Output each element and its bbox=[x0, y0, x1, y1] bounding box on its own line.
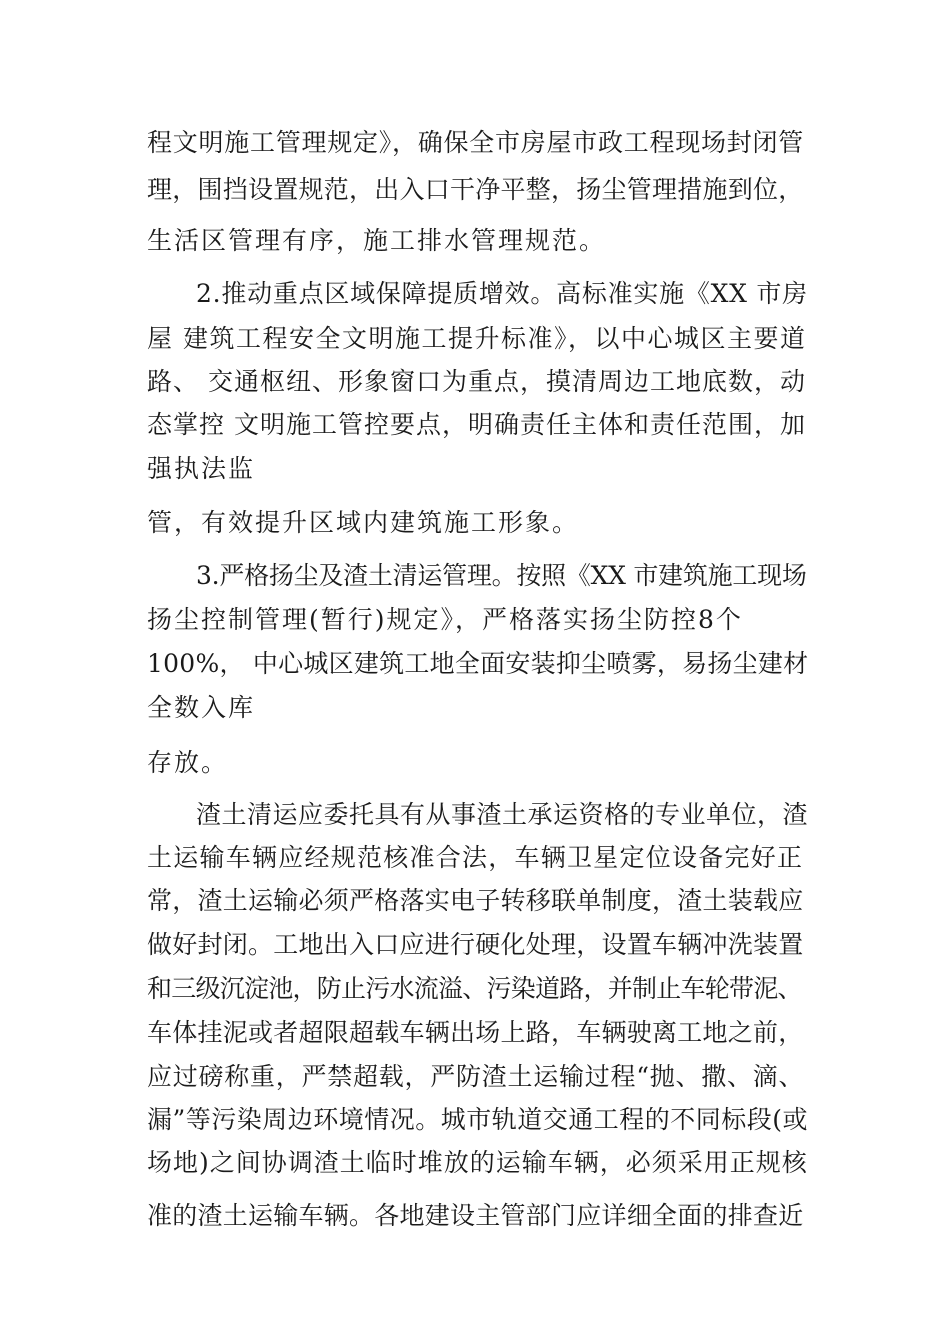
paragraph-line: 场地)之间协调渣土临时堆放的运输车辆，必须采用正规核 bbox=[147, 1148, 808, 1177]
paragraph-line: 强执法监 bbox=[147, 454, 256, 483]
paragraph-line: 扬尘控制管理(暂行)规定》，严格落实扬尘防控8个 bbox=[147, 605, 743, 634]
paragraph-line: 常，渣土运输必须严格落实电子转移联单制度，渣土装载应 bbox=[147, 886, 804, 915]
paragraph-line: 渣土清运应委托具有从事渣土承运资格的专业单位，渣 bbox=[196, 800, 809, 829]
paragraph-line: 漏”等污染周边环境情况。城市轨道交通工程的不同标段(或 bbox=[147, 1105, 809, 1134]
paragraph-line: 生活区管理有序，施工排水管理规范。 bbox=[147, 226, 607, 255]
paragraph-line: 应过磅称重，严禁超载，严防渣土运输过程“抛、撒、滴、 bbox=[147, 1062, 805, 1091]
paragraph-line: 管，有效提升区域内建筑施工形象。 bbox=[147, 508, 580, 537]
paragraph-line: 全数入库 bbox=[147, 693, 256, 722]
paragraph-line: 2.推动重点区域保障提质增效。高标准实施《XX 市房 bbox=[196, 279, 808, 308]
paragraph-line: 路、 交通枢纽、形象窗口为重点，摸清周边工地底数，动 bbox=[147, 367, 806, 396]
paragraph-line: 屋 建筑工程安全文明施工提升标准》，以中心城区主要道 bbox=[147, 324, 807, 353]
paragraph-line: 态掌控 文明施工管控要点，明确责任主体和责任范围，加 bbox=[147, 410, 806, 439]
paragraph-line: 车体挂泥或者超限超载车辆出场上路，车辆驶离工地之前， bbox=[147, 1018, 804, 1047]
paragraph-line: 100%， 中心城区建筑工地全面安装抑尘喷雾，易扬尘建材 bbox=[147, 649, 809, 678]
paragraph-line: 和三级沉淀池，防止污水流溢、污染道路，并制止车轮带泥、 bbox=[147, 974, 802, 1003]
paragraph-line: 存放。 bbox=[147, 748, 229, 777]
paragraph-line: 做好封闭。工地出入口应进行硬化处理，设置车辆冲洗装置 bbox=[147, 930, 804, 959]
paragraph-line: 3.严格扬尘及渣土清运管理。按照《XX 市建筑施工现场 bbox=[196, 561, 807, 590]
paragraph-line: 准的渣土运输车辆。各地建设主管部门应详细全面的排查近 bbox=[147, 1201, 804, 1230]
paragraph-line: 土运输车辆应经规范核准合法，车辆卫星定位设备完好正 bbox=[147, 843, 804, 872]
paragraph-line: 理，围挡设置规范，出入口干净平整，扬尘管理措施到位， bbox=[147, 175, 804, 204]
paragraph-line: 程文明施工管理规定》，确保全市房屋市政工程现场封闭管 bbox=[147, 128, 805, 157]
